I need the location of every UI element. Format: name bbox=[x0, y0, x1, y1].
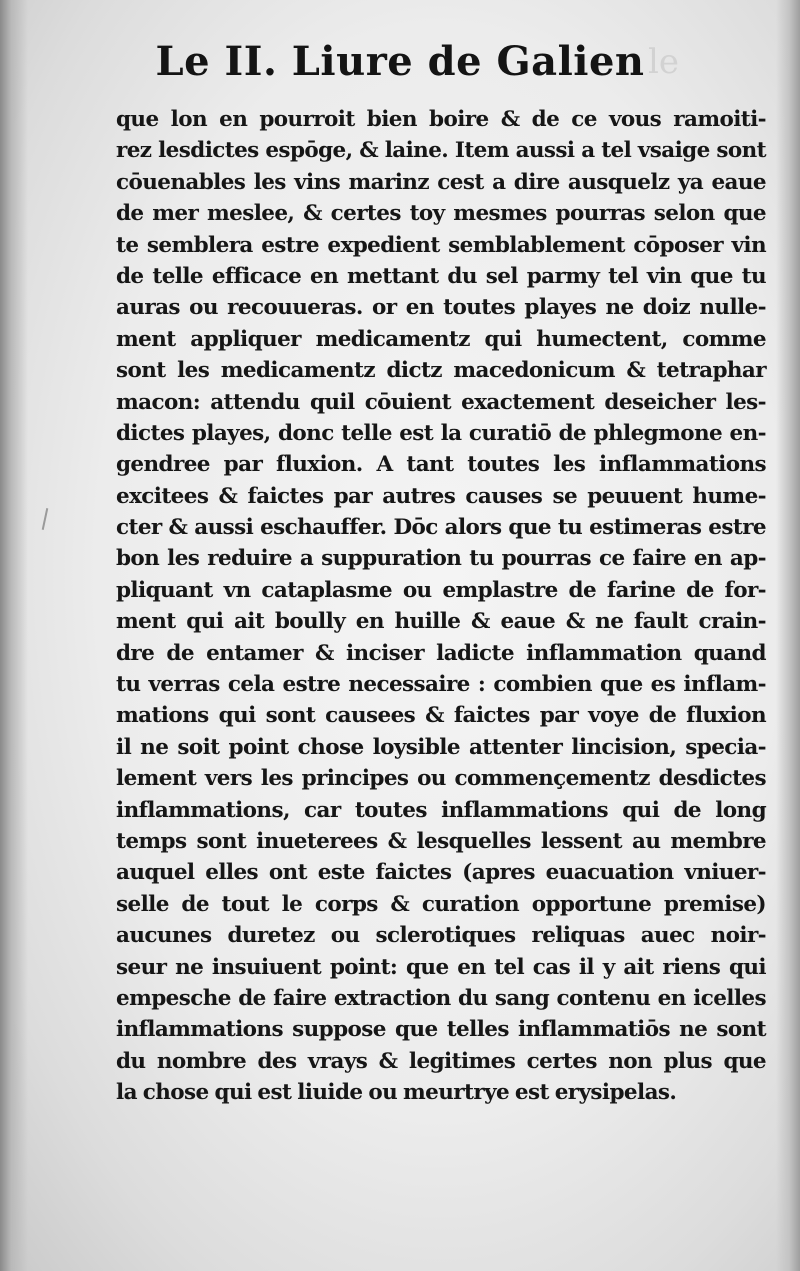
show-through-line bbox=[112, 1172, 792, 1202]
text-line: excitees & faictes par autres causes se peuuent hume- bbox=[116, 483, 766, 509]
text-line: la chose qui est liuide ou meurtrye est erysipelas. bbox=[116, 1080, 677, 1106]
show-through-line bbox=[112, 1112, 792, 1142]
text-line: te semblera estre expedient semblablement cōposer vin bbox=[116, 232, 766, 258]
text-line: selle de tout le corps & curation opportune premise) bbox=[116, 891, 766, 917]
text-line: cter & aussi eschauffer. Dōc alors que tu estimeras estre bbox=[116, 515, 766, 541]
body-text bbox=[116, 104, 766, 1109]
text-line: empesche de faire extraction du sang contenu en icelles bbox=[116, 985, 766, 1011]
text-line: auras ou recouueras. or en toutes playes ne doiz nulle- bbox=[116, 295, 766, 321]
page-edge-shadow bbox=[776, 0, 800, 1271]
show-through-line bbox=[112, 1142, 792, 1172]
text-line: lement vers les principes ou commençementz desdictes bbox=[116, 766, 766, 792]
text-line: il ne soit point chose loysible attenter lincision, specia- bbox=[116, 734, 766, 760]
text-line: dre de entamer & inciser ladicte inflammation quand bbox=[116, 640, 766, 666]
text-line: temps sont inueterees & lesquelles lessent au membre bbox=[116, 828, 766, 854]
running-header: Le II. Liure de Galien bbox=[155, 38, 645, 85]
page-gutter-shadow bbox=[0, 0, 28, 1271]
text-line: aucunes duretez ou sclerotiques reliquas auec noir- bbox=[116, 923, 766, 949]
text-line: ment appliquer medicamentz qui humectent, comme bbox=[116, 326, 766, 352]
text-line: du nombre des vrays & legitimes certes non plus que bbox=[116, 1048, 766, 1074]
text-line: inflammations, car toutes inflammations qui de long bbox=[116, 797, 766, 823]
show-through-text bbox=[112, 1082, 792, 1202]
text-line: que lon en pourroit bien boire & de ce vous ramoiti- bbox=[116, 107, 766, 132]
text-line: auquel elles ont este faictes (apres euacuation vniuer- bbox=[116, 860, 766, 886]
text-line: ment qui ait boully en huille & eaue & ne fault crain- bbox=[116, 609, 766, 635]
text-line: tu verras cela estre necessaire : combien que es inflam- bbox=[116, 672, 766, 698]
show-through-header: le bbox=[648, 42, 679, 82]
text-line: pliquant vn cataplasme ou emplastre de farine de for- bbox=[116, 577, 766, 603]
margin-mark bbox=[42, 508, 49, 530]
text-line: gendree par fluxion. A tant toutes les inflammations bbox=[116, 452, 766, 478]
text-line: sont les medicamentz dictz macedonicum & tetraphar bbox=[116, 358, 766, 384]
text-line: cōuenables les vins marinz cest a dire ausquelz ya eaue bbox=[116, 169, 766, 195]
text-line: seur ne insuiuent point: que en tel cas il y ait riens qui bbox=[116, 954, 766, 980]
text-line: inflammations suppose que telles inflammatiōs ne sont bbox=[116, 1017, 766, 1043]
show-through-line bbox=[112, 1082, 792, 1112]
text-line: dictes playes, donc telle est la curatiō de phlegmone en- bbox=[116, 420, 766, 446]
text-line: rez lesdictes espōge, & laine. Item aussi a tel vsaige sont bbox=[116, 138, 766, 164]
text-line: de telle efficace en mettant du sel parmy tel vin que tu bbox=[116, 263, 766, 289]
text-line: macon: attendu quil cōuient exactement deseicher les- bbox=[116, 389, 766, 415]
text-line: mations qui sont causees & faictes par voye de fluxion bbox=[116, 703, 766, 729]
text-line: de mer meslee, & certes toy mesmes pourras selon que bbox=[116, 201, 766, 227]
text-line: bon les reduire a suppuration tu pourras ce faire en ap- bbox=[116, 546, 766, 572]
